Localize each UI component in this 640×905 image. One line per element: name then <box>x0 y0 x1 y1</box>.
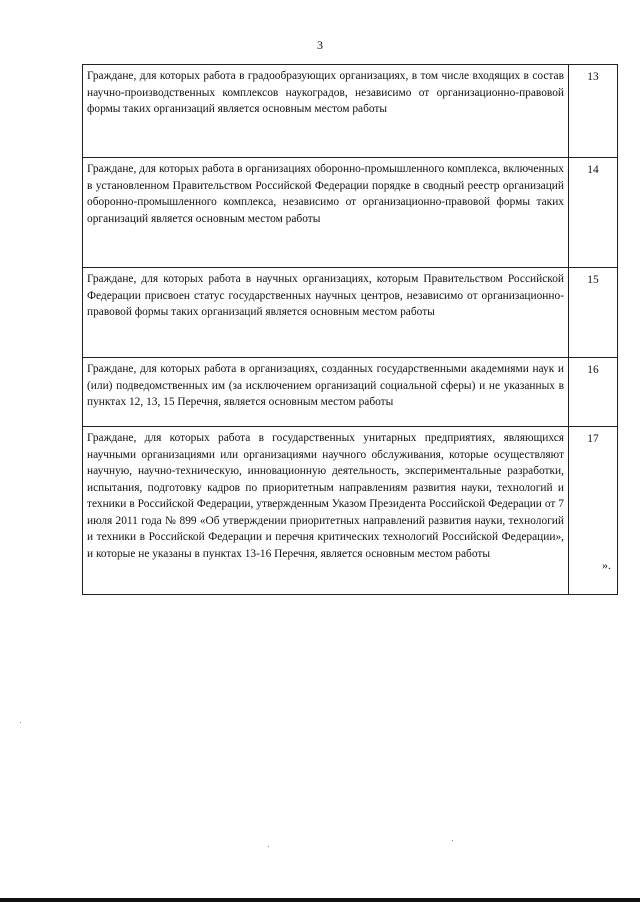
table-row <box>83 268 618 358</box>
table-row <box>83 65 618 158</box>
closing-quote: ». <box>602 558 611 572</box>
scan-bottom-edge <box>0 898 640 902</box>
scan-speck <box>268 846 269 847</box>
page-number: 3 <box>317 38 323 52</box>
scan-speck <box>452 840 453 841</box>
row-number: 13 <box>569 65 618 158</box>
table-row <box>83 358 618 427</box>
table-row <box>83 158 618 268</box>
scan-speck <box>20 722 21 723</box>
row-text: Граждане, для которых работа в организациях оборонно-промышленного комплекса, включенных в установленном Правительством Российской Федерации порядке в сводный реестр организаций оборонно-промышленного комплекса, независимо от организационно-правовой формы таких организаций является основным местом работы <box>83 158 569 268</box>
row-text: Граждане, для которых работа в градообразующих организациях, в том числе входящих в состав научно-производственных комплексов наукоградов, независимо от организационно-правовой формы таких организаций является основным местом работы <box>83 65 569 158</box>
row-number: 15 <box>569 268 618 358</box>
table-row <box>83 427 618 595</box>
row-number: 14 <box>569 158 618 268</box>
row-text: Граждане, для которых работа в государственных унитарных предприятиях, являющихся научными организациями или организациями научного обслуживания, которые осуществляют научную, научно-техническую, инновационную деятельность, экспериментальные разработки, испытания, подготовку кадров по приоритетным направлениям развития науки, технологий и техники в Российской Федерации, утвержденным Указом Президента Российской Федерации от 7 июля 2011 года № 899 «Об утверждении приоритетных направлений развития науки, технологий и техники в Российской Федерации и перечня критических технологий Российской Федерации», и которые не указаны в пунктах 13-16 Перечня, является основным местом работы <box>83 427 569 595</box>
row-text: Граждане, для которых работа в организациях, созданных государственными академиями наук и (или) подведомственных им (за исключением организаций социальной сферы) и не указанных в пунктах 12, 13, 15 Перечня, является основным местом работы <box>83 358 569 427</box>
row-text: Граждане, для которых работа в научных организациях, которым Правительством Российской Федерации присвоен статус государственных научных центров, независимо от организационно-правовой формы таких организаций является основным местом работы <box>83 268 569 358</box>
row-number: 16 <box>569 358 618 427</box>
list-table <box>82 64 618 595</box>
row-number: 17 <box>569 427 618 595</box>
